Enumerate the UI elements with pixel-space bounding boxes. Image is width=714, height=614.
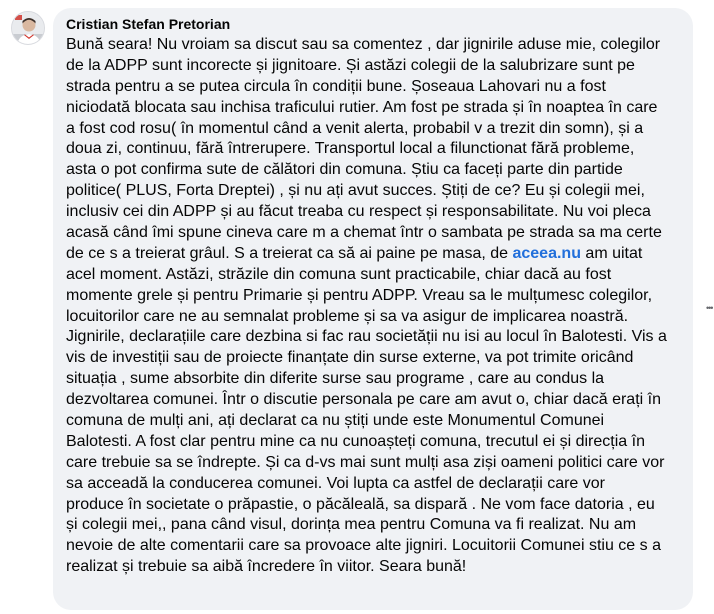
more-options-icon[interactable]: ••• (706, 303, 713, 313)
comment-line-segment: de ce s a treierat grâul. S a treierat ca să ai paine pe masa, de (66, 244, 509, 262)
comment-line: locuitorilor care ne au semnalat probleme și sa va asigur de implicarea noastră. (66, 307, 629, 325)
comment-line-with-link (66, 244, 683, 265)
comment-line-segment: am uitat (585, 244, 643, 262)
comment-line: momente grele și pentru Primarie și pentru ADPP. Vreau sa le mulțumesc colegilor, (66, 286, 653, 304)
comment-line: asta o pot confirma sute de călători din comuna. Știu ca faceți parte din partide (66, 161, 623, 179)
comment-line: acasă când îmi spune cineva care m a chemat într o sambata pe strada sa ma certe (66, 224, 662, 242)
comment-line: și colegii mei,, pana când visul, dorința mea pentru Comuna va fi realizat. Nu am (66, 516, 637, 534)
comment-line: produce în societate o prăpastie, o păcăleală, sa dispară . Ne vom face datoria , eu (66, 495, 655, 513)
comment-line: de la ADPP sunt incorecte și jignitoare. Și astăzi colegii de la salubrizare sunt pe (66, 56, 635, 74)
comment-line: Balotesti. A fost clar pentru mine ca nu cunoașteți comuna, trecutul ei și direcția în (66, 432, 645, 450)
comment-line: sa acceadă la conducerea comunei. Voi lupta ca astfel de declarații care vor (66, 474, 605, 492)
comment-line: dezvoltarea comunei. Într o discutie personala pe care am avut o, chiar dacă erați în (66, 391, 661, 409)
comment-line: a fost cod rosu( în momentul când a venit alerta, probabil v a trezit din somn), și a (66, 119, 644, 137)
comment-line: realizat și trebuie sa aibă încredere în viitor. Seara bună! (66, 558, 467, 576)
author-name[interactable]: Cristian Stefan Pretorian (66, 16, 231, 32)
author-avatar[interactable] (11, 11, 45, 45)
comment-line: comuna de mulți ani, ați declarat ca nu știți unde este Monumentul Comunei (66, 412, 605, 430)
comment-line: strada pentru a se putea circula în condiții bune. Șoseaua Lahovari nu a fost (66, 77, 606, 95)
comment-line: care trebuie sa se îndrepte. Și ca d-vs mai sunt mulți asa ziși oameni politici care vor (66, 453, 665, 471)
comment-line: acel moment. Astăzi, străzile din comuna sunt practicabile, chiar dacă au fost (66, 265, 612, 283)
profile-photo-icon (12, 12, 45, 45)
comment-line: situația , sume absorbite din diferite surse sau programe , care au condus la (66, 370, 605, 388)
aceea-link[interactable]: aceea.nu (512, 244, 581, 262)
comment-line: inclusiv cei din ADPP și au făcut treaba cu respect și responsabilitate. Nu voi pleca (66, 203, 651, 221)
comment-line: Bună seara! Nu vroiam sa discut sau sa comentez , dar jignirile aduse mie, colegilor (66, 36, 661, 53)
comment-line: Jignirile, declarațiile care dezbina si fac rau societății nu isi au locul în Balotesti. Vis a (66, 328, 667, 346)
comment-line: vis de investiții sau de proiecte finanțate din surse externe, va pot trimite oricând (66, 349, 634, 367)
comment-line: politice( PLUS, Forta Dreptei) , și nu ați avut succes. Știți de ce? Eu și colegii mei, (66, 182, 645, 200)
comment-line: niciodată blocata sau inchisa traficului rutier. Am fost pe strada și în noaptea în care (66, 98, 658, 116)
comment-bubble (53, 8, 693, 610)
comment-text (66, 35, 683, 578)
comment-line: nevoie de alte comentarii care sa provoace alte jigniri. Locuitorii Comunei stiu ce s a (66, 537, 661, 555)
comment-line: doua zi, continuu, fără întrerupere. Transportul local a filunctionat fără probleme, (66, 140, 635, 158)
